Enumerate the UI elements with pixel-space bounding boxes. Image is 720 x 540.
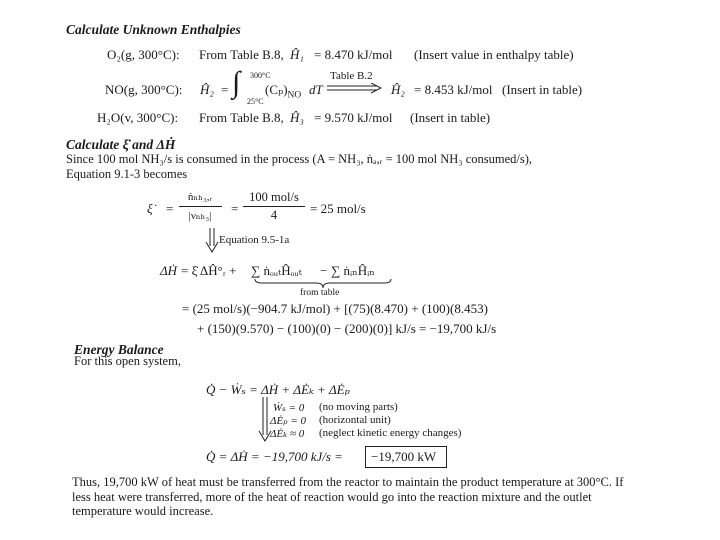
xi-result: = 25 mol/s [310,201,366,216]
brace-label: from table [300,288,340,298]
condition-ws: Ẇₛ = 0 [273,402,305,414]
no-result-h: Ĥ₂ [391,82,405,97]
dh-rhs-first: = ξ̇ ΔĤ°ᵣ + [181,263,237,278]
minus-sign: − [320,263,328,278]
o2-h: Ĥ₁ [290,47,304,62]
frac1-numerator: ṅₙₕ₃,ᵣ [187,191,213,203]
condition-ep-note: (horizontal unit) [319,414,391,426]
o2-note: (Insert value in enthalpy table) [414,47,574,62]
integral-sign: ∫ [232,66,241,99]
sum-out: ∑ ṅₒᵤₜĤₒᵤₜ [251,263,302,278]
dh-lhs: ΔḢ [160,263,178,278]
o2-value: = 8.470 kJ/mol [314,47,393,62]
no-eq: = [221,82,229,97]
sum-in: ∑ ṅᵢₙĤᵢₙ [331,263,375,278]
frac1-bar [179,206,222,207]
calc-line1: = (25 mol/s)(−904.7 kJ/mol) + [(75)(8.470) + (100)(8.453) [182,301,488,316]
condition-ek-note: (neglect kinetic energy changes) [319,427,462,439]
h2o-h: Ĥ₃ [290,110,304,125]
implies-arrow-icon [327,83,383,95]
no-species: NO(g, 300°C): [105,82,183,97]
h2o-note: (Insert in table) [410,110,491,125]
section-title-enthalpies: Calculate Unknown Enthalpies [66,22,241,37]
frac2-bar [243,206,305,207]
section-title-energy: Energy Balance [74,342,164,357]
xi-symbol: ξ̇ [147,201,153,216]
condition-ek: ΔĖₖ ≈ 0 [270,428,305,440]
energy-balance-eq: Q̇ − Ẇₛ = ΔḢ + ΔĖₖ + ΔĖₚ [206,382,350,397]
boxed-answer-text: −19,700 kW [371,449,437,464]
h2o-source: From Table B.8, [199,110,284,125]
frac2-denominator: 4 [270,208,278,222]
no-h: Ĥ₂ [200,82,214,97]
h2o-value: = 9.570 kJ/mol [314,110,393,125]
conclusion-paragraph: Thus, 19,700 kW of heat must be transferred from the reactor to maintain the product temperature at 300°C. If less heat were transferred, more of the heat of reaction would go into the reaction mixture and the outlet temperature would increase. [72,475,624,518]
condition-ws-note: (no moving parts) [319,401,398,413]
h2o-species: H₂O(v, 300°C): [97,110,179,125]
o2-species: O₂(g, 300°C): [107,47,180,62]
integral-upper: 300°C [250,71,271,80]
section2-line2: Equation 9.1-3 becomes [66,167,188,181]
frac2-numerator: 100 mol/s [249,190,299,204]
integrand-dt: dT [309,82,323,97]
frac1-denominator: |νₙₕ₃| [188,210,212,222]
table-b2-label: Table B.2 [330,70,373,82]
section-title-extent: Calculate ξ̇ and ΔḢ [66,137,176,152]
heat-result-eq: Q̇ = ΔḢ = −19,700 kJ/s = [206,449,343,464]
integral-lower: 25°C [247,97,264,106]
integrand: $(C_p)_{NO}$ [265,82,302,101]
no-note: (Insert in table) [502,82,583,97]
section3-line1: For this open system, [74,354,181,368]
xi-eq2: = [231,201,239,216]
calc-line2: + (150)(9.570) − (100)(0) − (200)(0)] kJ/s = −19,700 kJ/s [197,321,497,336]
o2-source: From Table B.8, [199,47,284,62]
no-result-value: = 8.453 kJ/mol [414,82,493,97]
section2-line1: Since 100 mol NH₃/s is consumed in the process (A = NH₃, ṅₐ,ᵣ = 100 mol NH₃ consumed/s), [66,152,533,166]
xi-eq: = [166,201,174,216]
equation-ref-label: Equation 9.5-1a [219,234,290,246]
condition-ep: ΔĖₚ = 0 [270,415,306,427]
